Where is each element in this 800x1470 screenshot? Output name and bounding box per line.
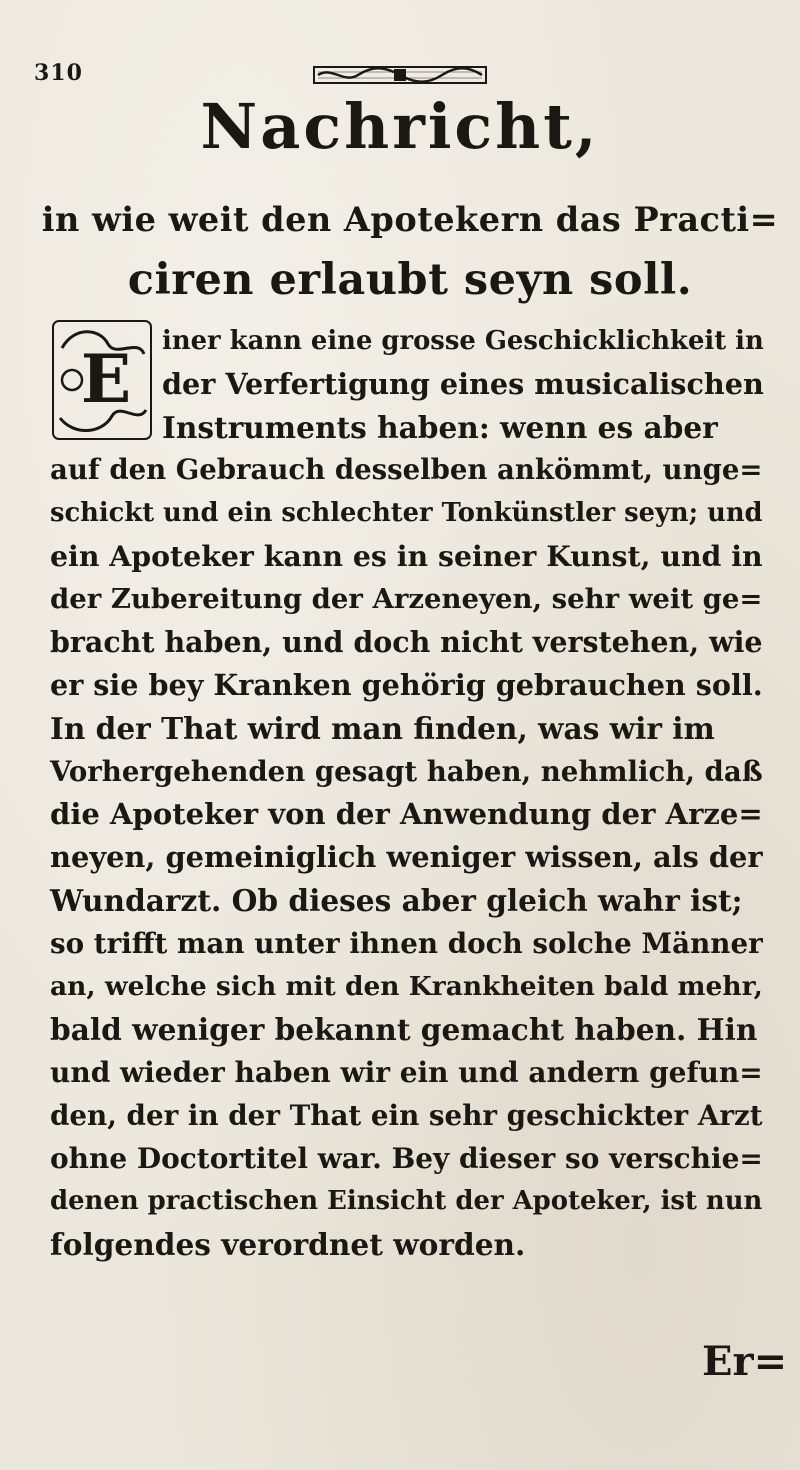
body-line: bracht haben, und doch nicht verstehen, wie [50, 625, 763, 659]
header-ornament [312, 64, 488, 86]
body-line: so trifft man unter ihnen doch solche Männer [50, 927, 763, 960]
body-line: bald weniger bekannt gemacht haben. Hin [50, 1012, 758, 1047]
body-line: der Verfertigung eines musicalischen [162, 367, 764, 401]
body-line: In der That wird man finden, was wir im [50, 711, 715, 746]
body-text [50, 320, 770, 1266]
drop-cap-letter: E [80, 340, 132, 418]
body-line: auf den Gebrauch desselben ankömmt, unge= [50, 454, 763, 486]
body-line: der Zubereitung der Arzeneyen, sehr weit ge= [50, 583, 763, 615]
body-line: iner kann eine grosse Geschicklichkeit in [162, 326, 764, 356]
body-line: Instruments haben: wenn es aber [162, 410, 718, 445]
body-line: er sie bey Kranken gehörig gebrauchen soll. [50, 668, 763, 702]
body-line: schickt und ein schlechter Tonkünstler seyn; und [50, 498, 763, 528]
body-line: an, welche sich mit den Krankheiten bald mehr, [50, 971, 763, 1002]
subtitle-line: in wie weit den Apotekern das Practi= [41, 200, 779, 239]
page-title: Nachricht, [200, 90, 600, 163]
catchword: Er= [702, 1338, 788, 1385]
subtitle-line: ciren erlaubt seyn soll. [127, 255, 693, 305]
body-line: den, der in der That ein sehr geschickter Arzt [50, 1099, 763, 1132]
body-line: und wieder haben wir ein und andern gefun= [50, 1056, 763, 1089]
body-line: folgendes verordnet worden. [50, 1227, 526, 1262]
subtitle [40, 190, 780, 310]
body-line: ohne Doctortitel war. Bey dieser so verschie= [50, 1142, 763, 1175]
body-line: neyen, gemeiniglich weniger wissen, als der [50, 840, 763, 874]
body-line: ein Apoteker kann es in seiner Kunst, und in [50, 539, 763, 573]
body-line: Wundarzt. Ob dieses aber gleich wahr ist; [50, 883, 743, 918]
page-number: 310 [34, 60, 83, 86]
body-line: die Apoteker von der Anwendung der Arze= [50, 797, 763, 831]
body-line: denen practischen Einsicht der Apoteker, ist nun [50, 1186, 763, 1216]
body-line: Vorhergehenden gesagt haben, nehmlich, daß [50, 755, 763, 788]
